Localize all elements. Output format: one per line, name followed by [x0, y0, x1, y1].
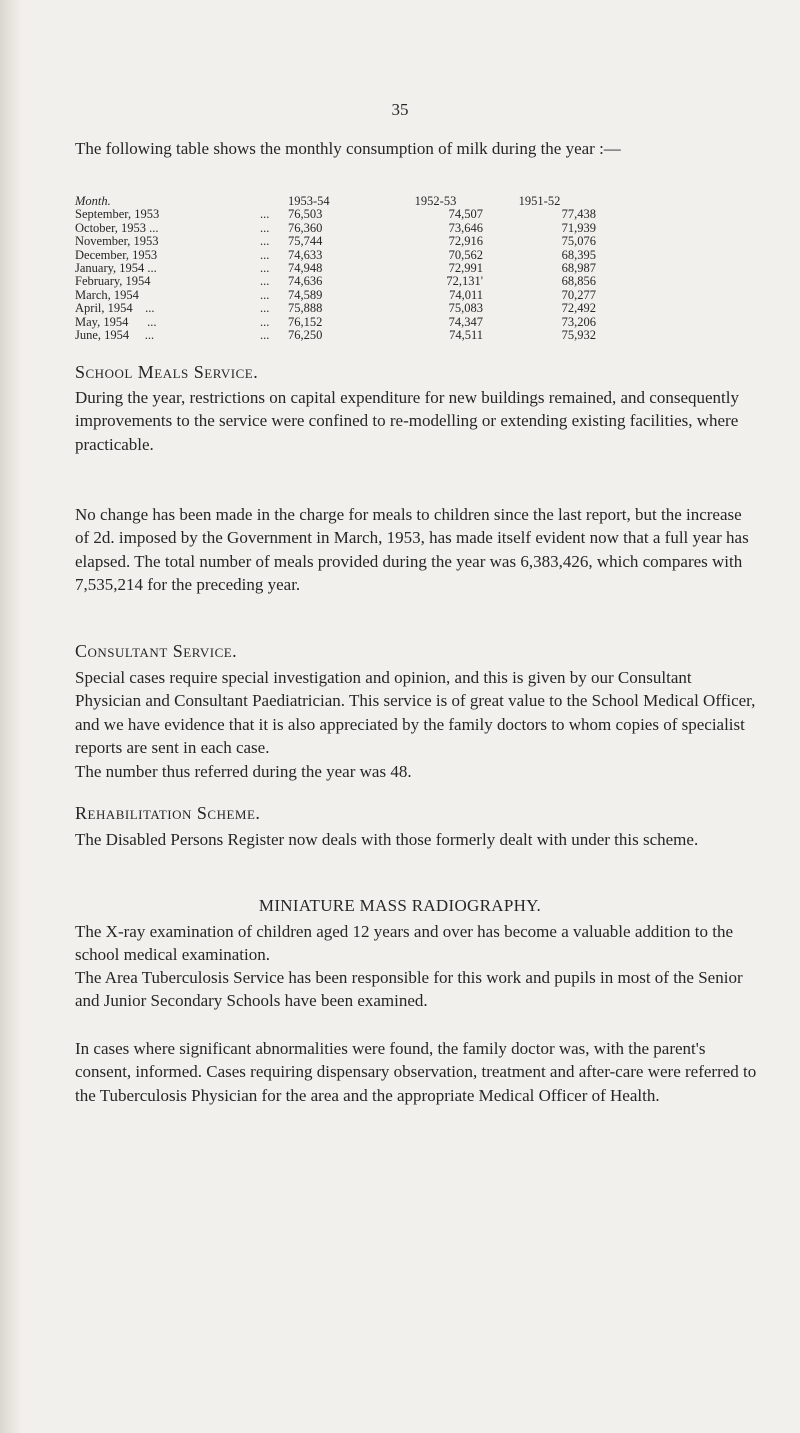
value-1951-52: 72,492: [561, 301, 596, 316]
value-1953-54: 76,360: [288, 220, 323, 235]
consultant-paragraph-1: Special cases require special investigation and opinion, and this is given by our Consultant Physician and Consultant Paediatrician. This service is of great value to the School Medical Officer, and we have evidence that it is also appreciated by the family doctors to whom copies of specialist reports are sent in each case.: [75, 668, 756, 757]
page-binding-edge: [0, 0, 22, 1433]
value-1953-54: 74,589: [288, 287, 323, 302]
month-cell: November, 1953: [75, 234, 159, 249]
leader-dots: ...: [260, 287, 270, 302]
value-1952-53: 74,511: [449, 328, 483, 343]
table-row: [75, 329, 596, 342]
value-1952-53: 72,916: [448, 234, 483, 249]
table-header-row: [75, 195, 596, 208]
value-1952-53: 73,646: [448, 220, 483, 235]
leader-dots: ...: [260, 261, 270, 276]
rehabilitation-paragraph: The Disabled Persons Register now deals with those formerly dealt with under this scheme.: [75, 830, 699, 849]
page-number: 35: [391, 100, 409, 119]
leader-dots: ...: [260, 301, 270, 316]
value-1951-52: 75,076: [561, 234, 596, 249]
value-1952-53: 74,011: [449, 287, 483, 302]
value-1952-53: 74,347: [448, 314, 483, 329]
value-1951-52: 68,395: [561, 247, 596, 262]
table-intro: The following table shows the monthly consumption of milk during the year :—: [75, 139, 621, 158]
month-cell: January, 1954 ...: [75, 261, 157, 276]
value-1952-53: 74,507: [448, 207, 483, 222]
leader-dots: ...: [260, 314, 270, 329]
table-row: [75, 249, 596, 262]
month-cell: October, 1953 ...: [75, 220, 159, 235]
consultant-heading: Consultant Service.: [75, 641, 238, 661]
table-row: [75, 316, 596, 329]
value-1953-54: 74,633: [288, 247, 323, 262]
month-cell: May, 1954 ...: [75, 314, 157, 329]
value-1953-54: 76,250: [288, 328, 323, 343]
table-row: [75, 235, 596, 248]
month-cell: April, 1954 ...: [75, 301, 155, 316]
value-1953-54: 75,888: [288, 301, 323, 316]
leader-dots: ...: [260, 220, 270, 235]
value-1952-53: 70,562: [448, 247, 483, 262]
value-1953-54: 75,744: [288, 234, 323, 249]
table-row: [75, 222, 596, 235]
rehabilitation-heading: Rehabilitation Scheme.: [75, 803, 261, 823]
value-1951-52: 75,932: [561, 328, 596, 343]
value-1953-54: 74,636: [288, 274, 323, 289]
month-cell: September, 1953: [75, 207, 160, 222]
table-row: [75, 208, 596, 221]
leader-dots: ...: [260, 234, 270, 249]
leader-dots: ...: [260, 328, 270, 343]
leader-dots: ...: [260, 247, 270, 262]
value-1953-54: 76,503: [288, 207, 323, 222]
table-row: [75, 289, 596, 302]
header-1953-54: 1953-54: [288, 194, 330, 208]
month-cell: February, 1954: [75, 274, 151, 289]
leader-dots: ...: [260, 207, 270, 222]
value-1951-52: 71,939: [561, 220, 596, 235]
value-1951-52: 68,987: [561, 261, 596, 276]
school-meals-paragraph-2: No change has been made in the charge for meals to children since the last report, but the increase of 2d. imposed by the Government in March, 1953, has made itself evident now that a full year has elapsed. The total number of meals provided during the year was 6,383,426, which compares with 7,535,214 for the preceding year.: [75, 505, 749, 594]
value-1952-53: 72,131': [446, 274, 483, 289]
header-1951-52: 1951-52: [518, 194, 561, 208]
month-cell: March, 1954: [75, 287, 139, 302]
month-cell: June, 1954 ...: [75, 328, 155, 343]
school-meals-heading: School Meals Service.: [75, 362, 259, 382]
value-1952-53: 75,083: [448, 301, 483, 316]
table-row: [75, 275, 596, 288]
value-1951-52: 70,277: [561, 287, 596, 302]
value-1953-54: 74,948: [288, 261, 323, 276]
header-month: Month.: [75, 194, 111, 208]
table-row: [75, 302, 596, 315]
school-meals-paragraph-1: During the year, restrictions on capital expenditure for new buildings remained, and consequently improvements to the service were confined to re-modelling or extending existing facilities, where practicable.: [75, 388, 740, 454]
radiography-heading: MINIATURE MASS RADIOGRAPHY.: [258, 896, 542, 915]
month-cell: December, 1953: [75, 247, 158, 262]
value-1953-54: 76,152: [288, 314, 323, 329]
leader-dots: ...: [260, 274, 270, 289]
value-1951-52: 68,856: [561, 274, 596, 289]
consultant-paragraph-2: The number thus referred during the year was 48.: [75, 762, 412, 781]
header-1952-53: 1952-53: [414, 194, 457, 208]
value-1951-52: 77,438: [561, 207, 596, 222]
radiography-paragraph-3: In cases where significant abnormalities were found, the family doctor was, with the parent's consent, informed. Cases requiring dispensary observation, treatment and after-care were referred to the Tuberculosis Physician for the area and the appropriate Medical Officer of Health.: [75, 1039, 757, 1105]
radiography-paragraph-1: The X-ray examination of children aged 12 years and over has become a valuable addition to the school medical examination.: [75, 922, 734, 965]
radiography-paragraph-2: The Area Tuberculosis Service has been responsible for this work and pupils in most of the Senior and Junior Secondary Schools have been examined.: [75, 968, 743, 1011]
value-1952-53: 72,991: [448, 261, 483, 276]
milk-consumption-table: [75, 195, 596, 342]
value-1951-52: 73,206: [561, 314, 596, 329]
table-row: [75, 262, 596, 275]
